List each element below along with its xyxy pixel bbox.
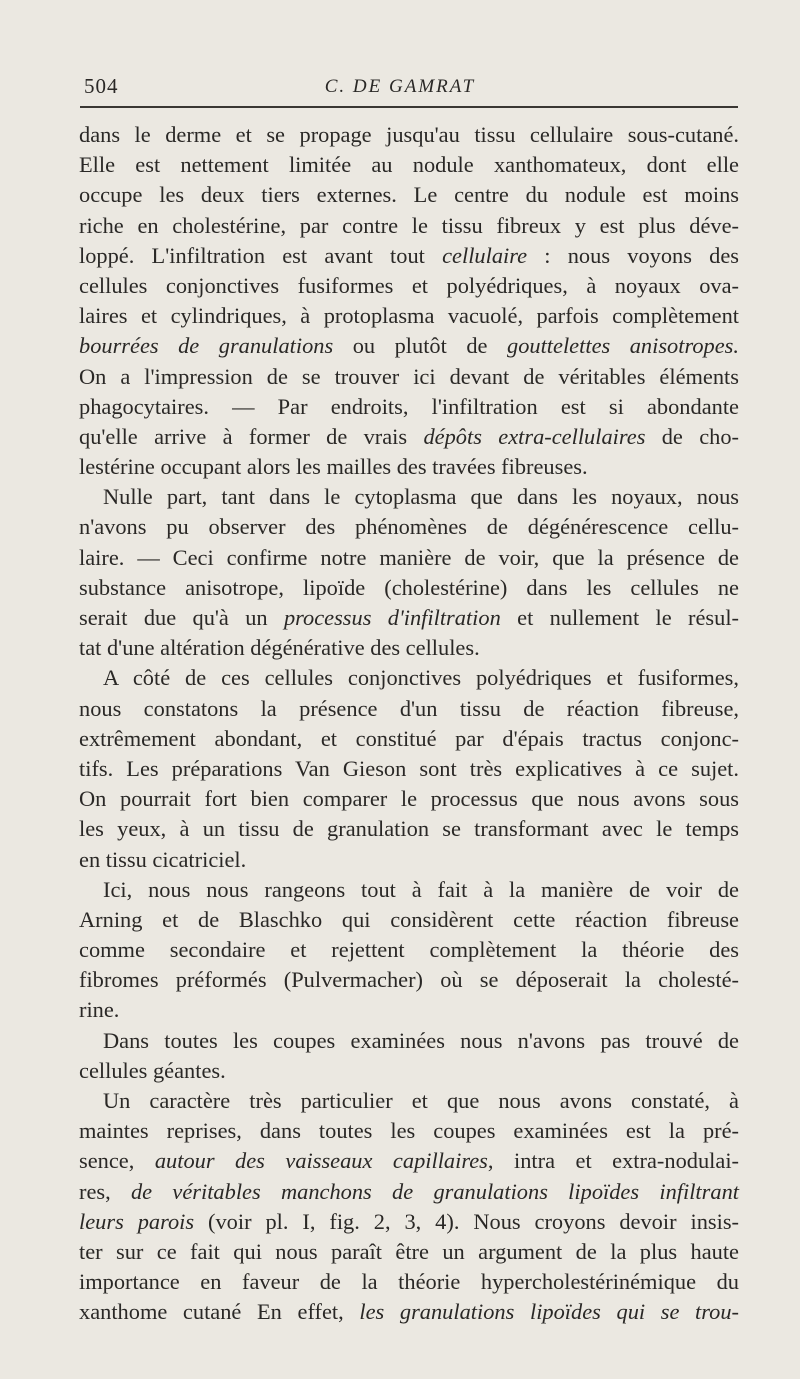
italic-segment: processus d'infiltration (283, 605, 501, 630)
text-segment: rine. (79, 997, 120, 1023)
italic-segment: les granulations lipoïdes qui se trou- (359, 1299, 739, 1325)
text-segment: importance en faveur de la théorie hypercholestérinémique du (79, 1269, 739, 1295)
text-segment: Elle est nettement limitée au nodule xanthomateux, dont elle (79, 152, 739, 178)
text-segment: : nous voyons des (527, 242, 739, 268)
header-rule (80, 106, 738, 108)
text-segment: nous constatons la présence d'un tissu de réaction fibreuse, (79, 695, 739, 721)
text-segment: les yeux, à un tissu de granulation se transformant avec le temps (79, 816, 739, 842)
text-segment: ter sur ce fait qui nous paraît être un argument de la plus haute (79, 1238, 739, 1264)
text-line (79, 633, 739, 663)
text-line (79, 965, 739, 995)
text-line (79, 180, 739, 210)
italic-segment: cellulaire (442, 242, 528, 268)
text-segment: qu'elle arrive à former de vrais (79, 423, 424, 449)
text-line (79, 331, 739, 361)
text-line (79, 543, 739, 573)
text-line (79, 150, 739, 180)
text-segment: res, (79, 1178, 131, 1204)
text-segment: substance anisotrope, lipoïde (cholestérine) dans les cellules ne (79, 574, 739, 600)
text-segment: Ici, nous nous rangeons tout à fait à la manière de voir de (103, 876, 739, 902)
text-segment: , intra et extra-nodulai- (487, 1148, 739, 1174)
text-line (79, 784, 739, 814)
text-line (79, 694, 739, 724)
text-segment: lestérine occupant alors les mailles des travées fibreuses. (79, 454, 588, 480)
running-title: C. DE GAMRAT (324, 76, 476, 97)
text-line (79, 875, 739, 905)
italic-segment: dépôts extra-cellulaires (423, 423, 646, 449)
text-line (79, 1267, 739, 1297)
text-line (79, 905, 739, 935)
text-segment: et nullement le résul- (500, 605, 739, 630)
text-line (79, 120, 739, 150)
page-number: 504 (84, 74, 119, 98)
text-segment: fibromes préformés (Pulvermacher) où se déposerait la cholesté- (79, 967, 739, 993)
text-segment: tat d'une altération dégénérative des cellules. (79, 635, 480, 661)
text-segment: Dans toutes les coupes examinées nous n'avons pas trouvé de (103, 1027, 739, 1053)
text-segment: ou plutôt de (333, 333, 507, 359)
text-segment: loppé. L'infiltration est avant tout (79, 242, 443, 268)
text-line (79, 724, 739, 754)
text-line (79, 482, 739, 512)
text-segment: Un caractère très particulier et que nous avons constaté, à (103, 1088, 739, 1113)
text-line (79, 392, 739, 422)
text-segment: cellules conjonctives fusiformes et polyédriques, à noyaux ova- (79, 272, 739, 298)
text-segment: Nulle part, tant dans le cytoplasma que dans les noyaux, nous (103, 484, 739, 510)
text-segment: en tissu cicatriciel. (79, 846, 247, 872)
text-line (79, 271, 739, 301)
text-line (79, 845, 739, 875)
text-segment: de cho- (645, 423, 739, 449)
text-segment: tifs. Les préparations Van Gieson sont très explicatives à ce sujet. (79, 755, 739, 781)
text-line (79, 603, 739, 633)
text-line (79, 512, 739, 542)
text-line (79, 573, 739, 603)
text-line (79, 301, 739, 331)
text-line (79, 1086, 739, 1116)
text-line (79, 1237, 739, 1267)
text-line (79, 452, 739, 482)
text-segment: comme secondaire et rejettent complètement la théorie des (79, 937, 739, 963)
text-line (79, 995, 739, 1025)
text-segment: laires et cylindriques, à protoplasma vacuolé, parfois complètement (79, 303, 739, 329)
text-segment: Arning et de Blaschko qui considèrent cette réaction fibreuse (79, 906, 739, 932)
italic-segment: gouttelettes anisotropes. (507, 333, 739, 359)
body-text (79, 120, 739, 1328)
text-segment: phagocytaires. — Par endroits, l'infiltration est si abondante (79, 393, 739, 419)
italic-segment: leurs parois (79, 1208, 195, 1234)
text-line (79, 814, 739, 844)
text-line (79, 1146, 739, 1176)
text-segment: maintes reprises, dans toutes les coupes examinées est la pré- (79, 1118, 739, 1144)
text-segment: On a l'impression de se trouver ici devant de véritables éléments (79, 363, 739, 389)
italic-segment: bourrées de granulations (79, 333, 334, 359)
text-segment: cellules géantes. (79, 1057, 226, 1083)
text-line (79, 935, 739, 965)
text-segment: A côté de ces cellules conjonctives polyédriques et fusiformes, (103, 665, 739, 691)
text-line (79, 754, 739, 784)
text-line (79, 1297, 739, 1327)
text-segment: xanthome cutané En effet, (79, 1299, 360, 1325)
text-line (79, 1177, 739, 1207)
text-line (79, 1026, 739, 1056)
text-line (79, 422, 739, 452)
text-segment: occupe les deux tiers externes. Le centre du nodule est moins (79, 182, 739, 208)
text-segment: laire. — Ceci confirme notre manière de voir, que la présence de (79, 544, 739, 570)
page-header (0, 0, 800, 110)
italic-segment: autour des vaisseaux capillaires (154, 1148, 488, 1174)
text-line (79, 241, 739, 271)
text-segment: (voir pl. I, fig. 2, 3, 4). Nous croyons devoir insis- (194, 1208, 739, 1234)
text-segment: extrêmement abondant, et constitué par d'épais tractus conjonc- (79, 725, 739, 751)
text-line (79, 362, 739, 392)
text-line (79, 1116, 739, 1146)
text-segment: serait due qu'à un (79, 605, 284, 630)
text-segment: On pourrait fort bien comparer le processus que nous avons sous (79, 786, 739, 812)
text-line (79, 1056, 739, 1086)
text-segment: dans le derme et se propage jusqu'au tissu cellulaire sous-cutané. (79, 122, 739, 147)
text-segment: n'avons pu observer des phénomènes de dégénérescence cellu- (79, 514, 739, 540)
text-line (79, 211, 739, 241)
italic-segment: de véritables manchons de granulations lipoïdes infiltrant (130, 1178, 739, 1204)
text-segment: riche en cholestérine, par contre le tissu fibreux y est plus déve- (79, 212, 739, 238)
text-segment: sence, (79, 1148, 155, 1174)
text-line (79, 663, 739, 693)
text-line (79, 1207, 739, 1237)
